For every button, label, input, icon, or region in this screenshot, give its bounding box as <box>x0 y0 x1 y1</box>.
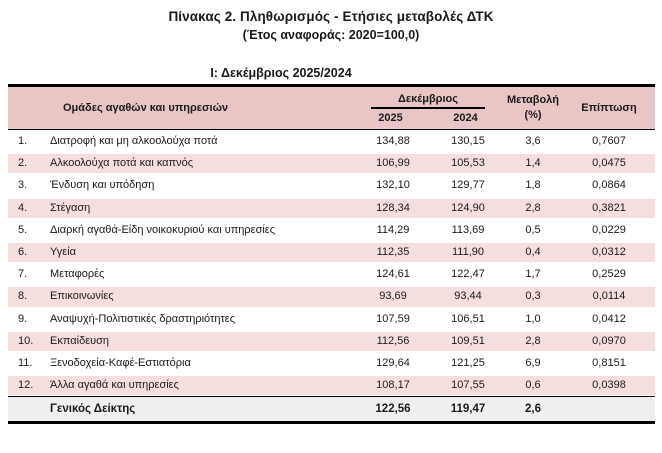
row-index-2025: 134,88 <box>376 135 410 148</box>
row-index-2025: 108,17 <box>376 379 410 392</box>
row-change-pct: 3,6 <box>525 135 541 148</box>
row-group-name: Εκπαίδευση <box>50 334 110 347</box>
row-change-pct: 1,8 <box>525 179 541 192</box>
row-index-2024: 130,15 <box>451 135 485 148</box>
total-row <box>8 396 655 424</box>
row-change-pct: 0,5 <box>525 223 541 236</box>
row-index-2024: 109,51 <box>451 334 485 347</box>
table-header-row <box>8 84 655 130</box>
row-number: 1. <box>18 135 28 148</box>
row-impact: 0,0475 <box>592 157 626 170</box>
row-group-name: Ένδυση και υπόδηση <box>50 179 155 192</box>
total-label: Γενικός Δείκτης <box>50 403 136 416</box>
row-index-2024: 122,47 <box>451 268 485 281</box>
total-change-pct: 2,6 <box>525 403 541 416</box>
row-impact: 0,0970 <box>592 334 626 347</box>
row-index-2024: 105,53 <box>451 157 485 170</box>
table-row <box>8 285 655 307</box>
table-row <box>8 197 655 219</box>
row-number: 2. <box>18 157 28 170</box>
total-index-2025: 122,56 <box>375 403 411 416</box>
row-number: 10. <box>18 334 34 347</box>
row-index-2025: 114,29 <box>376 223 410 236</box>
row-group-name: Στέγαση <box>50 201 91 214</box>
table-row <box>8 241 655 263</box>
row-index-2024: 111,90 <box>451 246 484 259</box>
header-year-2025: 2025 <box>378 111 403 124</box>
row-index-2025: 128,34 <box>376 201 410 214</box>
row-change-pct: 0,3 <box>525 290 541 303</box>
row-impact: 0,8151 <box>592 356 626 369</box>
row-index-2024: 107,55 <box>451 379 485 392</box>
row-impact: 0,0412 <box>592 312 626 325</box>
row-change-pct: 1,7 <box>525 268 541 281</box>
row-impact: 0,0229 <box>592 223 626 236</box>
header-period-label: Δεκέμβριος <box>371 93 485 109</box>
header-period-group <box>353 87 503 129</box>
table-row <box>8 374 655 396</box>
row-group-name: Αλκοολούχα ποτά και καπνός <box>50 157 194 170</box>
row-number: 8. <box>18 290 28 303</box>
table-row <box>8 152 655 174</box>
header-change-unit: (%) <box>524 109 542 121</box>
header-year-2024: 2024 <box>453 111 478 124</box>
header-groups: Ομάδες αγαθών και υπηρεσιών <box>63 102 228 114</box>
row-change-pct: 1,4 <box>525 157 541 170</box>
row-group-name: Μεταφορές <box>50 268 105 281</box>
row-number: 9. <box>18 312 28 325</box>
table-row <box>8 174 655 196</box>
row-index-2024: 129,77 <box>451 179 485 192</box>
page-subtitle: (Έτος αναφοράς: 2020=100,0) <box>242 28 420 42</box>
row-group-name: Αναψυχή-Πολιτιστικές δραστηριότητες <box>50 312 236 325</box>
row-index-2024: 121,25 <box>451 356 485 369</box>
header-change-label: Μεταβολή <box>506 94 560 107</box>
row-group-name: Διατροφή και μη αλκοολούχα ποτά <box>50 135 218 148</box>
header-change <box>503 87 563 129</box>
row-impact: 0,0114 <box>592 290 626 303</box>
row-number: 5. <box>18 223 28 236</box>
table-row <box>8 263 655 285</box>
table-titles <box>0 9 662 42</box>
table-body <box>8 130 655 396</box>
row-index-2024: 93,44 <box>454 290 482 303</box>
table-row <box>8 219 655 241</box>
table-row <box>8 352 655 374</box>
inflation-table <box>8 84 655 424</box>
row-number: 4. <box>18 201 28 214</box>
table-row <box>8 308 655 330</box>
row-index-2025: 132,10 <box>376 179 410 192</box>
row-group-name: Επικοινωνίες <box>50 290 114 303</box>
row-change-pct: 2,8 <box>525 201 541 214</box>
row-number: 11. <box>18 356 33 369</box>
row-group-name: Διαρκή αγαθά-Είδη νοικοκυριού και υπηρεσίες <box>50 223 276 236</box>
row-number: 3. <box>18 179 28 192</box>
row-impact: 0,2529 <box>592 268 626 281</box>
row-group-name: Υγεία <box>50 246 77 259</box>
page-title: Πίνακας 2. Πληθωρισμός - Ετήσιες μεταβολές ΔΤΚ <box>168 9 494 24</box>
total-index-2024: 119,47 <box>450 403 486 416</box>
header-years <box>353 109 503 124</box>
row-index-2025: 107,59 <box>376 312 410 325</box>
header-impact: Επίπτωση <box>581 102 637 114</box>
section-label: Ι: Δεκέμβριος 2025/2024 <box>210 66 352 80</box>
row-impact: 0,3821 <box>592 201 626 214</box>
row-change-pct: 6,9 <box>525 356 541 369</box>
row-index-2024: 124,90 <box>451 201 485 214</box>
row-index-2025: 124,61 <box>376 268 410 281</box>
row-impact: 0,0864 <box>592 179 626 192</box>
table-row <box>8 330 655 352</box>
row-impact: 0,7607 <box>592 135 626 148</box>
row-index-2025: 112,56 <box>376 334 410 347</box>
row-change-pct: 0,4 <box>525 246 541 259</box>
row-change-pct: 1,0 <box>525 312 541 325</box>
row-number: 7. <box>18 268 28 281</box>
table-row <box>8 130 655 152</box>
row-impact: 0,0312 <box>592 246 626 259</box>
row-change-pct: 2,8 <box>525 334 541 347</box>
row-index-2024: 106,51 <box>451 312 485 325</box>
row-impact: 0,0398 <box>592 379 626 392</box>
row-index-2024: 113,69 <box>451 223 485 236</box>
row-number: 6. <box>18 246 28 259</box>
row-index-2025: 112,35 <box>376 246 410 259</box>
row-group-name: Ξενοδοχεία-Καφέ-Εστιατόρια <box>50 356 191 369</box>
row-number: 12. <box>18 379 34 392</box>
row-index-2025: 106,99 <box>376 157 410 170</box>
row-group-name: Άλλα αγαθά και υπηρεσίες <box>50 379 179 392</box>
row-index-2025: 129,64 <box>376 356 410 369</box>
row-change-pct: 0,6 <box>525 379 541 392</box>
row-index-2025: 93,69 <box>379 290 407 303</box>
